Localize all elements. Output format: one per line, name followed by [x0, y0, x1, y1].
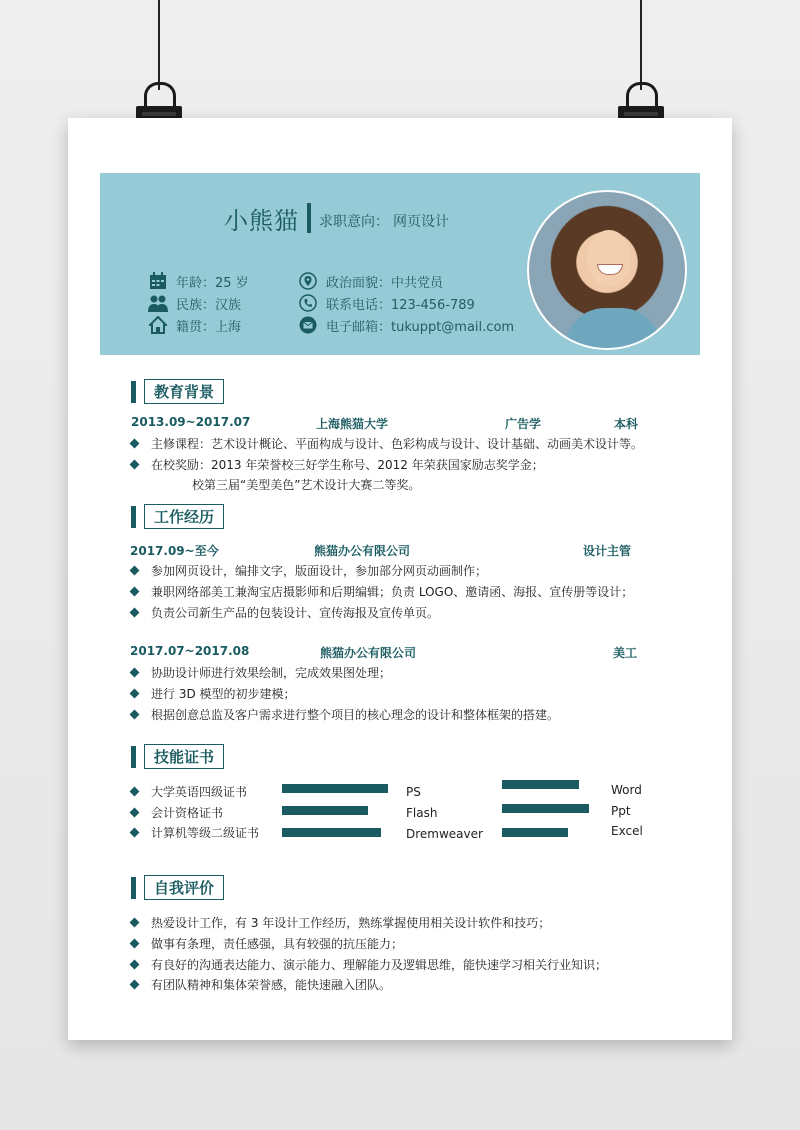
software-level-bar [502, 780, 579, 789]
job-item-text: 进行 3D 模型的初步建模； [151, 687, 296, 701]
section-work-heading [131, 504, 224, 529]
list-item [131, 562, 487, 579]
edu-period: 2013.09~2017.07 [131, 415, 251, 429]
self-eval-text: 热爱设计工作，有 3 年设计工作经历，熟练掌握使用相关设计软件和技巧； [151, 916, 551, 930]
home-icon [148, 315, 168, 335]
edu-awards-cont: 校第三届“美型美色”艺术设计大赛二等奖。 [192, 478, 421, 492]
edu-courses: 主修课程：艺术设计概论、平面构成与设计、色彩构成与设计、设计基础、动画美术设计等。 [151, 437, 644, 451]
edu-school: 上海熊猫大学 [316, 417, 389, 431]
location-pin-icon [298, 271, 318, 291]
section-title: 教育背景 [144, 379, 224, 404]
info-hometown [148, 315, 241, 335]
self-eval-text: 有良好的沟通表达能力、演示能力、理解能力及逻辑思维，能快速学习相关行业知识； [151, 958, 608, 972]
job-role: 设计主管 [583, 544, 632, 558]
job-item-text: 参加网页设计，编排文字，版面设计，参加部分网页动画制作； [151, 564, 488, 578]
section-title: 自我评价 [144, 875, 224, 900]
job-period: 2017.09~至今 [130, 544, 219, 558]
list-item [131, 914, 550, 931]
info-age [148, 271, 249, 291]
cert-level-bar [282, 828, 381, 837]
list-item [131, 435, 643, 452]
list-item [131, 604, 439, 621]
section-self-eval-heading [131, 875, 224, 900]
info-ethnicity [148, 293, 241, 313]
cert-level-bar [282, 784, 388, 793]
software-name: Flash [406, 806, 438, 820]
info-email [298, 315, 514, 335]
list-item [131, 685, 296, 702]
info-ethnicity-text: 民族：汉族 [176, 297, 242, 313]
software-level-bar [502, 828, 568, 837]
software-name: Dremweaver [406, 827, 483, 841]
info-age-text: 年龄：25 岁 [176, 275, 249, 291]
job-item-text: 负责公司新生产品的包装设计、宣传海报及宣传单页。 [151, 606, 440, 620]
job-intent [319, 211, 449, 231]
job-role: 美工 [613, 646, 638, 660]
tool-name: Excel [611, 824, 643, 838]
info-email-text: 电子邮箱：tukuppt@mail.com [326, 319, 515, 335]
calendar-icon [148, 271, 168, 291]
cert-name: 会计资格证书 [151, 806, 224, 820]
info-politics-text: 政治面貌：中共党员 [326, 275, 444, 291]
info-phone-text: 联系电话：123-456-789 [326, 297, 475, 313]
resume-header [100, 173, 700, 355]
job-item-text: 协助设计师进行效果绘制，完成效果图处理； [151, 666, 392, 680]
hanging-string-right [640, 0, 642, 90]
software-level-bar [502, 804, 589, 813]
edu-awards: 在校奖励：2013 年荣誉校三好学生称号、2012 年荣获国家励志奖学金； [151, 458, 544, 472]
info-phone [298, 293, 475, 313]
list-item [131, 976, 391, 993]
job-period: 2017.07~2017.08 [130, 644, 250, 658]
hanging-string-left [158, 0, 160, 90]
list-item [131, 706, 559, 723]
info-politics [298, 271, 443, 291]
cert-level-bar [282, 806, 368, 815]
list-item [131, 935, 403, 952]
name-divider [307, 203, 311, 233]
job-item-text: 兼职网络部美工兼淘宝店摄影师和后期编辑；负责 LOGO、邀请函、海报、宣传册等设计； [151, 585, 634, 599]
list-item [131, 804, 223, 821]
profile-photo [527, 190, 687, 350]
cert-name: 大学英语四级证书 [151, 785, 248, 799]
section-title: 工作经历 [144, 504, 224, 529]
list-item [131, 664, 391, 681]
edu-degree: 本科 [614, 417, 639, 431]
tool-name: Word [611, 783, 642, 797]
list-item [131, 824, 259, 841]
job-intent-label: 求职意向： [319, 214, 389, 230]
mail-icon [298, 315, 318, 335]
section-title: 技能证书 [144, 744, 224, 769]
info-hometown-text: 籍贯：上海 [176, 319, 242, 335]
list-item [131, 783, 247, 800]
section-education-heading [131, 379, 224, 404]
self-eval-text: 有团队精神和集体荣誉感，能快速融入团队。 [151, 978, 392, 992]
list-item [131, 583, 633, 600]
job-intent-value: 网页设计 [393, 214, 449, 230]
phone-icon [298, 293, 318, 313]
candidate-name: 小熊猫 [224, 207, 299, 235]
list-item [131, 956, 607, 973]
section-skills-heading [131, 744, 224, 769]
tool-name: Ppt [611, 804, 631, 818]
list-item [131, 456, 544, 473]
job-company: 熊猫办公有限公司 [314, 544, 411, 558]
cert-name: 计算机等级二级证书 [151, 826, 260, 840]
resume-paper [68, 118, 732, 1040]
self-eval-text: 做事有条理，责任感强，具有较强的抗压能力； [151, 937, 404, 951]
job-item-text: 根据创意总监及客户需求进行整个项目的核心理念的设计和整体框架的搭建。 [151, 708, 560, 722]
edu-major: 广告学 [505, 417, 542, 431]
job-company: 熊猫办公有限公司 [320, 646, 417, 660]
people-icon [148, 293, 168, 313]
software-name: PS [406, 785, 421, 799]
